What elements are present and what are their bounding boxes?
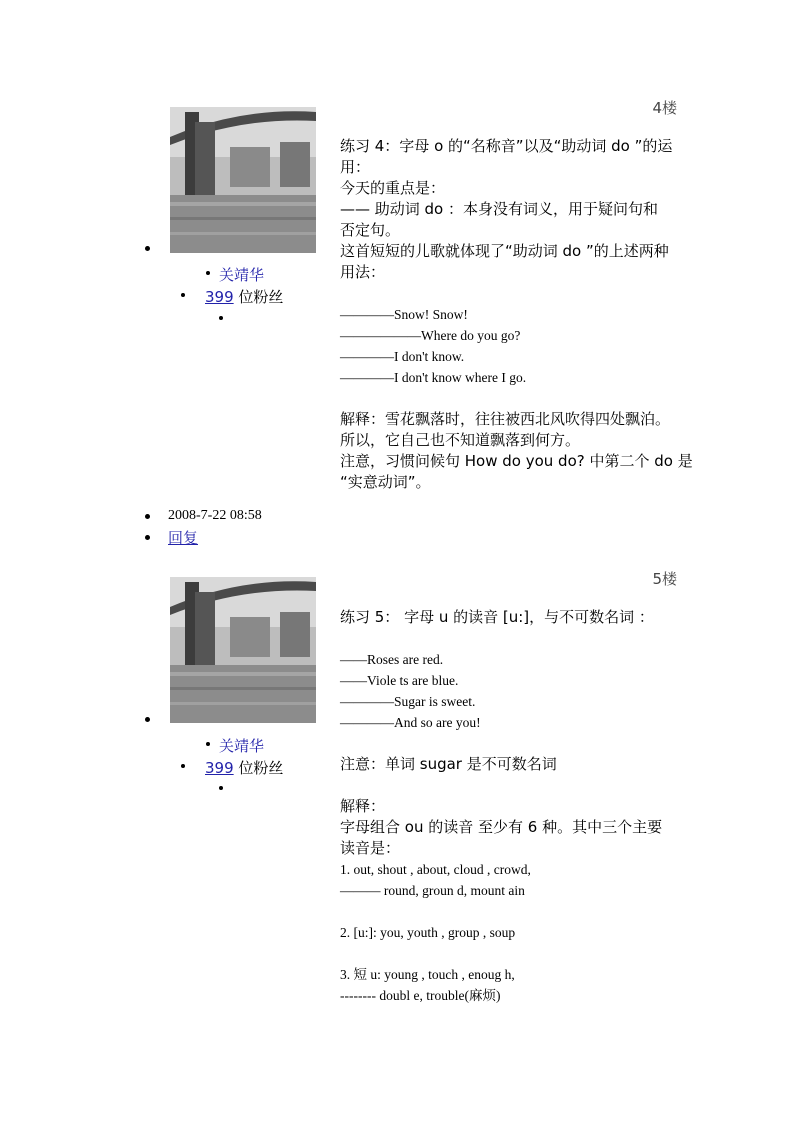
content-line: 所以，它自己也不知道飘落到何方。: [340, 431, 581, 449]
author-name[interactable]: 关靖华: [219, 266, 265, 284]
content-line: 否定句。: [340, 221, 401, 239]
content-line: [340, 628, 685, 649]
content-line: 注意，习惯问候句 How do you do? 中第二个 do 是: [340, 452, 693, 470]
fans-info: [205, 286, 283, 307]
content-line: ——————Where do you go?: [340, 328, 521, 343]
content-line: ————Snow! Snow!: [340, 307, 468, 322]
content-line: 读音是：: [340, 839, 401, 857]
list-bullet: [145, 535, 150, 540]
bridge-photo-icon: [170, 577, 316, 723]
list-bullet: [181, 764, 185, 768]
content-line: ————Sugar is sweet.: [340, 694, 476, 709]
list-bullet: [145, 514, 150, 519]
list-bullet: [145, 246, 150, 251]
fans-label: 位粉丝: [238, 288, 284, 306]
bridge-photo-icon: [170, 107, 316, 253]
content-line: ————And so are you!: [340, 715, 481, 730]
fans-label: 位粉丝: [238, 759, 284, 777]
content-line: ————I don't know.: [340, 349, 465, 364]
content-line: ——— round, groun d, mount ain: [340, 883, 525, 898]
content-line: ————I don't know where I go.: [340, 370, 527, 385]
content-line: 练习 5： 字母 u 的读音 [u:]，与不可数名词 ：: [340, 608, 654, 626]
floor-number: 5楼: [652, 570, 677, 588]
fans-count-link[interactable]: 399: [205, 759, 234, 777]
avatar[interactable]: [170, 577, 316, 723]
post-date: 2008-7-22 08:58: [168, 508, 262, 523]
avatar[interactable]: [170, 107, 316, 253]
content-line: 1. out, shout , about, cloud , crowd,: [340, 862, 531, 877]
content-line: [340, 283, 685, 304]
content-line: 字母组合 ou 的读音 至少有 6 种。其中三个主要: [340, 818, 663, 836]
author-name[interactable]: 关靖华: [219, 737, 265, 755]
list-bullet: [219, 316, 223, 320]
content-line: 3. 短 u: young , touch , enoug h,: [340, 967, 515, 982]
content-line: -------- doubl e, trouble(麻烦): [340, 988, 501, 1003]
content-line: [340, 943, 685, 964]
content-line: 解释：雪花飘落时，往往被西北风吹得四处飘泊。: [340, 410, 671, 428]
content-line: [340, 733, 685, 754]
content-line: 用法：: [340, 263, 386, 281]
content-line: 这首短短的儿歌就体现了“助动词 do ”的上述两种: [340, 242, 669, 260]
content-line: ——Roses are red.: [340, 652, 444, 667]
post-content: [340, 136, 693, 493]
content-line: 练习 4：字母 o 的“名称音”以及“助动词 do ”的运: [340, 137, 673, 155]
post-content: [340, 607, 685, 1006]
list-bullet: [219, 786, 223, 790]
reply-link[interactable]: 回复: [168, 529, 199, 547]
list-bullet: [206, 742, 210, 746]
content-line: [340, 775, 685, 796]
fans-count-link[interactable]: 399: [205, 288, 234, 306]
content-line: 解释：: [340, 797, 386, 815]
content-line: —— 助动词 do ：本身没有词义，用于疑问句和: [340, 200, 659, 218]
content-line: 今天的重点是：: [340, 179, 446, 197]
content-line: 2. [u:]: you, youth , group , soup: [340, 925, 516, 940]
content-line: [340, 901, 685, 922]
list-bullet: [145, 717, 150, 722]
list-bullet: [181, 293, 185, 297]
fans-info: [205, 757, 283, 778]
content-line: 注意：单词 sugar 是不可数名词: [340, 755, 557, 773]
floor-number: 4楼: [652, 99, 677, 117]
list-bullet: [206, 271, 210, 275]
content-line: [340, 388, 685, 409]
content-line: “实意动词”。: [340, 473, 431, 491]
content-line: ——Viole ts are blue.: [340, 673, 459, 688]
content-line: 用：: [340, 158, 371, 176]
